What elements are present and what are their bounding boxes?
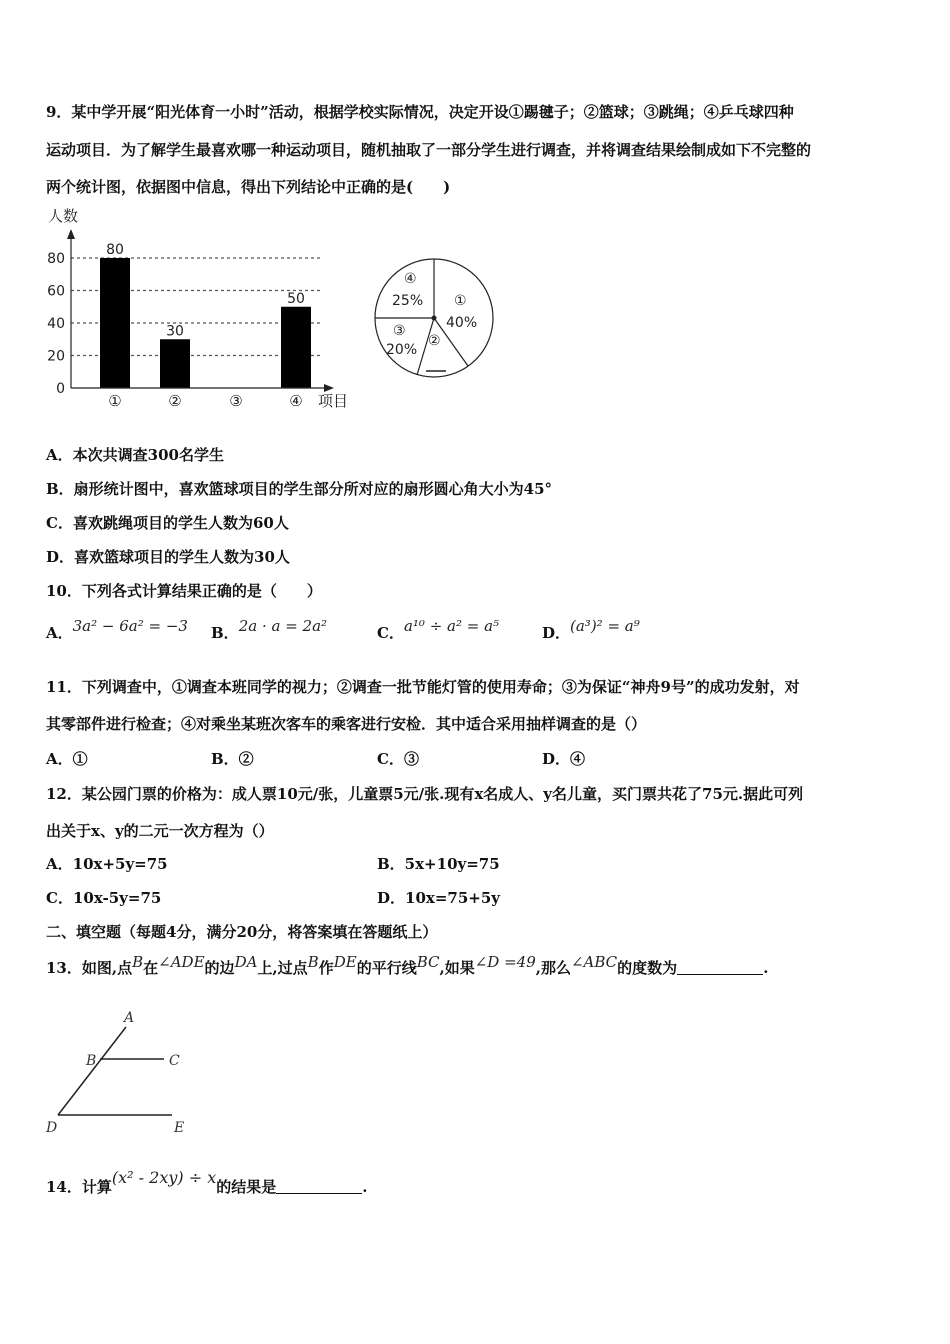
- y-tick-label: 20: [47, 348, 65, 365]
- q12-option-b: B．5x+10y=75: [377, 855, 500, 873]
- pie-center-dot: [432, 316, 437, 321]
- y-tick-label: 80: [47, 251, 65, 267]
- q9-line3: 两个统计图，依据图中信息，得出下列结论中正确的是( ): [46, 178, 451, 196]
- q13-math-5: DE: [333, 953, 357, 971]
- q11-line1: 11．下列调查中，①调查本班同学的视力；②调查一批节能灯管的使用寿命；③为保证“神舟9号”的成功发射，对: [46, 678, 800, 696]
- pie-chart: [368, 225, 503, 385]
- pie-slice-value-3: 20%: [386, 342, 418, 358]
- y-tick-label: 60: [47, 283, 65, 300]
- pie-slice-label-2: ②: [428, 333, 441, 349]
- q12-line2: 出关于x、y的二元一次方程为（）: [46, 822, 274, 840]
- q13-math-3: DA: [234, 953, 258, 971]
- q13-text-3: 的边: [204, 959, 235, 977]
- q11-option-c: C．③: [377, 750, 419, 768]
- q10-option-d-letter: D．: [542, 624, 571, 642]
- bar: [281, 307, 311, 388]
- y-tick-label: 40: [47, 316, 65, 332]
- bar-data-label: 50: [287, 290, 305, 307]
- q13-math-8: ∠ABC: [570, 953, 618, 971]
- q9-option-d: D．喜欢篮球项目的学生人数为30人: [46, 548, 290, 566]
- q13-text-4: 上,过点: [257, 959, 308, 977]
- point-label-a: A: [124, 1010, 135, 1026]
- bar-chart-ylabel: 人数: [48, 207, 79, 225]
- q11-option-a: A．①: [46, 750, 88, 768]
- q13-text-6: 的平行线: [356, 959, 417, 977]
- q10-option-c-math: a¹⁰ ÷ a² = a⁵: [403, 617, 500, 635]
- q13-text-5: 作: [318, 959, 334, 977]
- bar-data-label: 80: [106, 242, 124, 258]
- x-category-label: ①: [108, 392, 122, 410]
- q13-math-2: ∠ADE: [158, 953, 205, 971]
- bar: [160, 339, 190, 388]
- point-label-c: C: [169, 1053, 180, 1069]
- q13-text-1: 13．如图,点: [46, 959, 133, 977]
- q9-option-a: A．本次共调查300名学生: [46, 446, 224, 464]
- q10-option-b: [211, 617, 328, 643]
- y-axis-arrow: [67, 229, 75, 239]
- q13-figure: [40, 1005, 200, 1140]
- q10-option-a: [46, 617, 188, 643]
- q9-option-c: C．喜欢跳绳项目的学生人数为60人: [46, 514, 289, 532]
- q13-math-6: BC: [416, 953, 440, 971]
- pie-slice-label-3: ③: [393, 323, 406, 339]
- q10-option-c: [377, 617, 500, 643]
- x-category-label: ②: [168, 392, 182, 410]
- q12-line1: 12．某公园门票的价格为：成人票10元/张，儿童票5元/张.现有x名成人、y名儿童，买门票共花了75元.据此可列: [46, 785, 804, 803]
- section-heading: 二、填空题（每题4分，满分20分，将答案填在答题纸上）: [46, 923, 438, 941]
- q10-option-b-math: 2a · a = 2a²: [238, 617, 328, 635]
- q14-text-3: .: [362, 1178, 368, 1196]
- y-tick-label: 0: [56, 381, 65, 397]
- q9-option-b: B．扇形统计图中，喜欢篮球项目的学生部分所对应的扇形圆心角大小为45°: [46, 480, 553, 498]
- q14-stem: [46, 1168, 368, 1197]
- x-category-label: ③: [229, 392, 243, 410]
- pie-slice-label-4: ④: [404, 271, 417, 287]
- line-da: [58, 1027, 126, 1115]
- x-category-label: ④: [289, 392, 303, 410]
- bar: [100, 258, 130, 388]
- q13-math-4: B: [307, 953, 319, 971]
- q13-text-9: 的度数为: [617, 959, 678, 977]
- point-label-e: E: [174, 1120, 185, 1136]
- pie-slice-value-4: 25%: [392, 293, 424, 309]
- q10-option-d: [542, 617, 640, 643]
- q10-option-b-letter: B．: [211, 624, 239, 642]
- q11-option-d: D．④: [542, 750, 586, 768]
- pie-slice-value-1: 40%: [446, 315, 478, 331]
- q14-text-1: 14．计算: [46, 1178, 112, 1196]
- point-label-b: B: [86, 1053, 97, 1069]
- q13-text-2: 在: [143, 959, 159, 977]
- q10-option-a-math: 3a² − 6a² = −3: [72, 617, 188, 635]
- q14-text-2: 的结果是: [216, 1178, 277, 1196]
- q11-option-b: B．②: [211, 750, 254, 768]
- q13-math-1: B: [132, 953, 144, 971]
- q13-answer-blank[interactable]: [677, 960, 763, 975]
- q11-line2: 其零部件进行检查；④对乘坐某班次客车的乘客进行安检．其中适合采用抽样调查的是（）: [46, 715, 647, 733]
- q9-line2: 运动项目．为了解学生最喜欢哪一种运动项目，随机抽取了一部分学生进行调查，并将调查结果绘制成如下不完整的: [46, 141, 812, 159]
- q12-option-d: D．10x=75+5y: [377, 889, 500, 907]
- q12-option-c: C．10x-5y=75: [46, 889, 162, 907]
- bar-data-label: 30: [166, 323, 184, 340]
- q12-option-a: A．10x+5y=75: [46, 855, 168, 873]
- x-axis-arrow: [324, 384, 334, 392]
- q13-text-7: ,如果: [439, 959, 475, 977]
- q14-answer-blank[interactable]: [276, 1179, 362, 1194]
- q14-math: (x² - 2xy) ÷ x: [111, 1168, 217, 1187]
- q10-option-c-letter: C．: [377, 624, 404, 642]
- point-label-d: D: [46, 1120, 58, 1136]
- q13-math-7: ∠D =49: [474, 953, 536, 971]
- q13-text-8: ,那么: [535, 959, 571, 977]
- q9-line1: 9．某中学开展“阳光体育一小时”活动，根据学校实际情况，决定开设①踢毽子；②篮球；③跳绳；④乒乓球四种: [46, 103, 794, 121]
- q13-text-10: .: [763, 959, 769, 977]
- bar-chart-xlabel: 项目: [318, 392, 349, 410]
- q10-option-a-letter: A．: [46, 624, 73, 642]
- pie-slice-label-1: ①: [454, 293, 467, 309]
- q10-option-d-math: (a³)² = a⁹: [570, 617, 640, 635]
- q10-stem: 10．下列各式计算结果正确的是（ ）: [46, 582, 322, 600]
- bar-chart: [40, 203, 360, 413]
- q13-stem: [46, 953, 769, 978]
